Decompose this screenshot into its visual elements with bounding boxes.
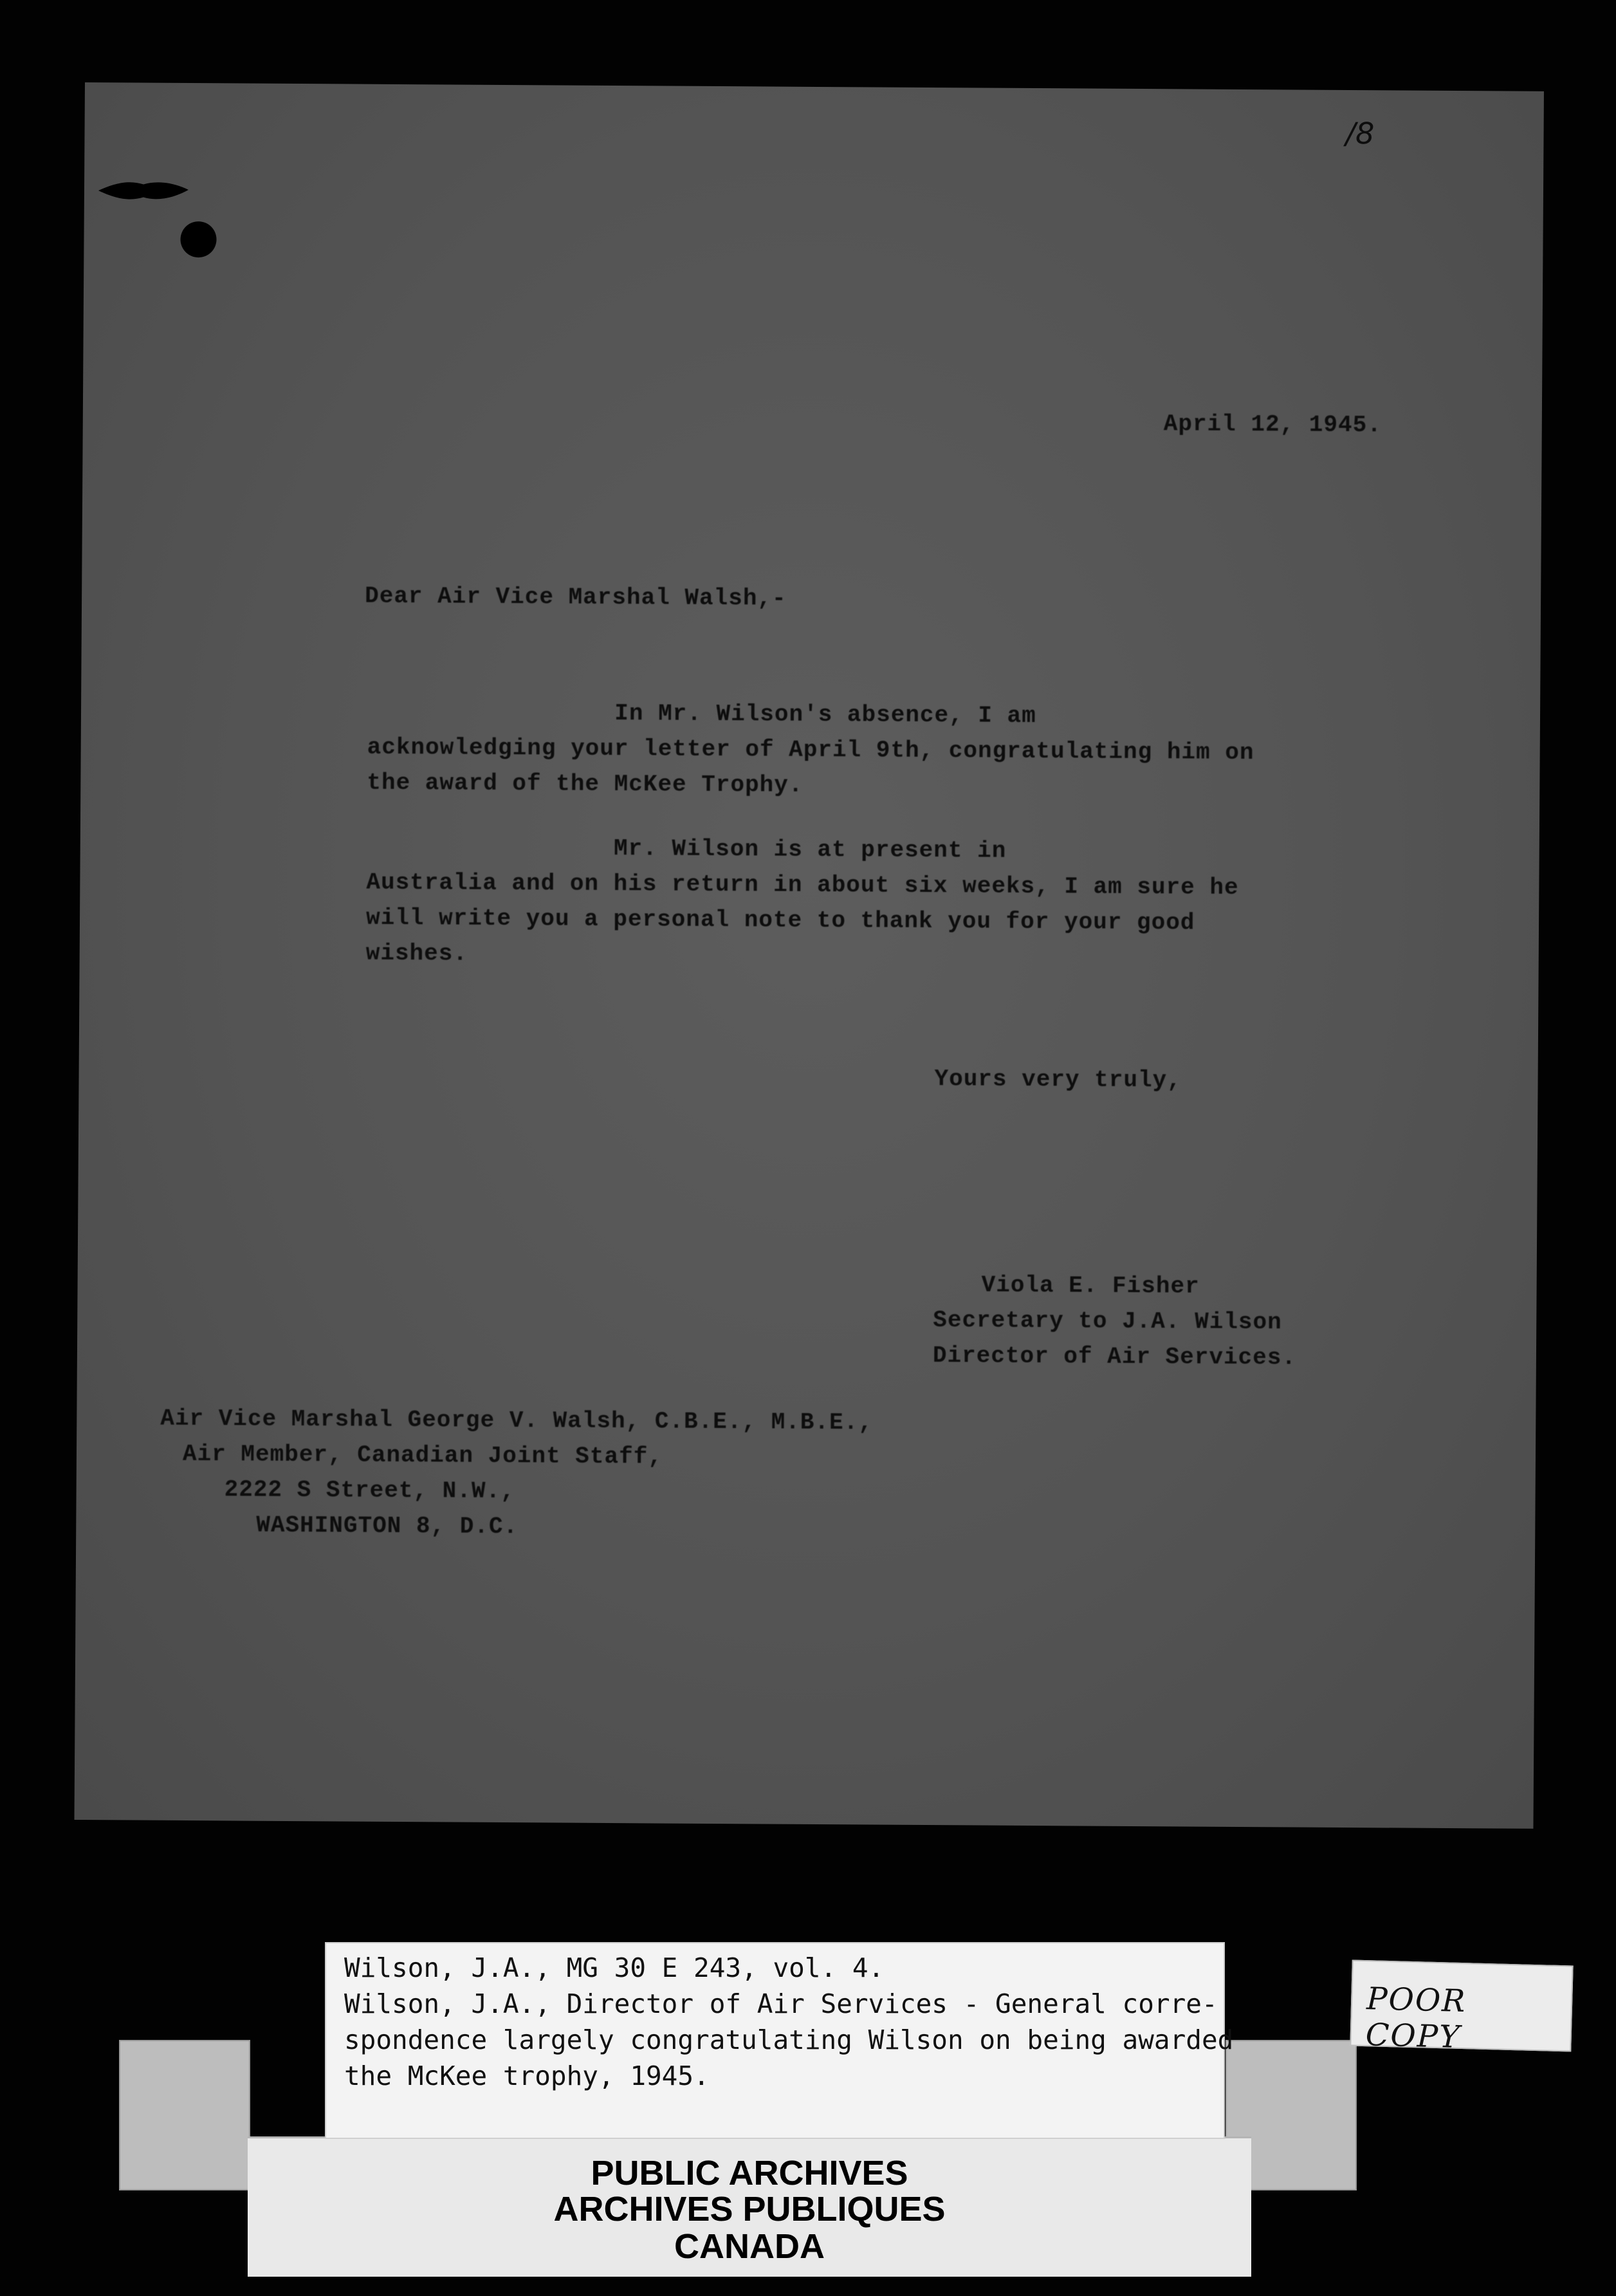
address-line: Air Vice Marshal George V. Walsh, C.B.E., M.B.E.,	[160, 1405, 874, 1436]
signature-title: Director of Air Services.	[932, 1342, 1297, 1371]
closing: Yours very truly,	[934, 1066, 1182, 1094]
catalog-line: Wilson, J.A., MG 30 E 243, vol. 4.	[344, 1952, 885, 1983]
body-line: In Mr. Wilson's absence, I am	[367, 698, 1036, 730]
signature-name: Viola E. Fisher	[981, 1272, 1200, 1300]
archive-stamp-card	[248, 2136, 1251, 2277]
catalog-line: spondence largely congratulating Wilson on being awarded	[344, 2024, 1234, 2055]
body-line: acknowledging your letter of April 9th, congratulating him on	[367, 734, 1254, 766]
body-line: Mr. Wilson is at present in	[366, 833, 1007, 864]
poor-copy-note	[1350, 1960, 1573, 2055]
body-line: the award of the McKee Trophy.	[367, 769, 803, 799]
salutation: Dear Air Vice Marshal Walsh,-	[365, 582, 787, 612]
body-line: will write you a personal note to thank you for your good	[365, 904, 1195, 936]
catalog-line: Wilson, J.A., Director of Air Services - General corre-	[344, 1988, 1218, 2019]
archive-tab-left	[119, 2040, 250, 2190]
signature-title: Secretary to J.A. Wilson	[933, 1307, 1282, 1336]
address-line: WASHINGTON 8, D.C.	[256, 1512, 519, 1541]
catalog-slip	[325, 1942, 1234, 2139]
letter-date: April 12, 1945.	[1163, 411, 1382, 439]
letter-sheet	[75, 82, 1544, 1829]
body-line: wishes.	[365, 940, 468, 967]
archive-country: CANADA	[674, 2227, 825, 2266]
address-line: Air Member, Canadian Joint Staff,	[182, 1440, 663, 1470]
address-line: 2222 S Street, N.W.,	[224, 1476, 515, 1505]
paper-clip-mark-icon	[98, 179, 188, 203]
archive-name-french: ARCHIVES PUBLIQUES	[553, 2190, 946, 2228]
page-number: /8	[1345, 115, 1375, 151]
punch-hole-icon	[180, 221, 216, 257]
body-line: Australia and on his return in about six weeks, I am sure he	[366, 869, 1239, 901]
catalog-line: the McKee trophy, 1945.	[344, 2060, 710, 2091]
poor-copy-annotation: POOR COPY	[1365, 1981, 1467, 2055]
archive-name-english: PUBLIC ARCHIVES	[591, 2154, 908, 2192]
